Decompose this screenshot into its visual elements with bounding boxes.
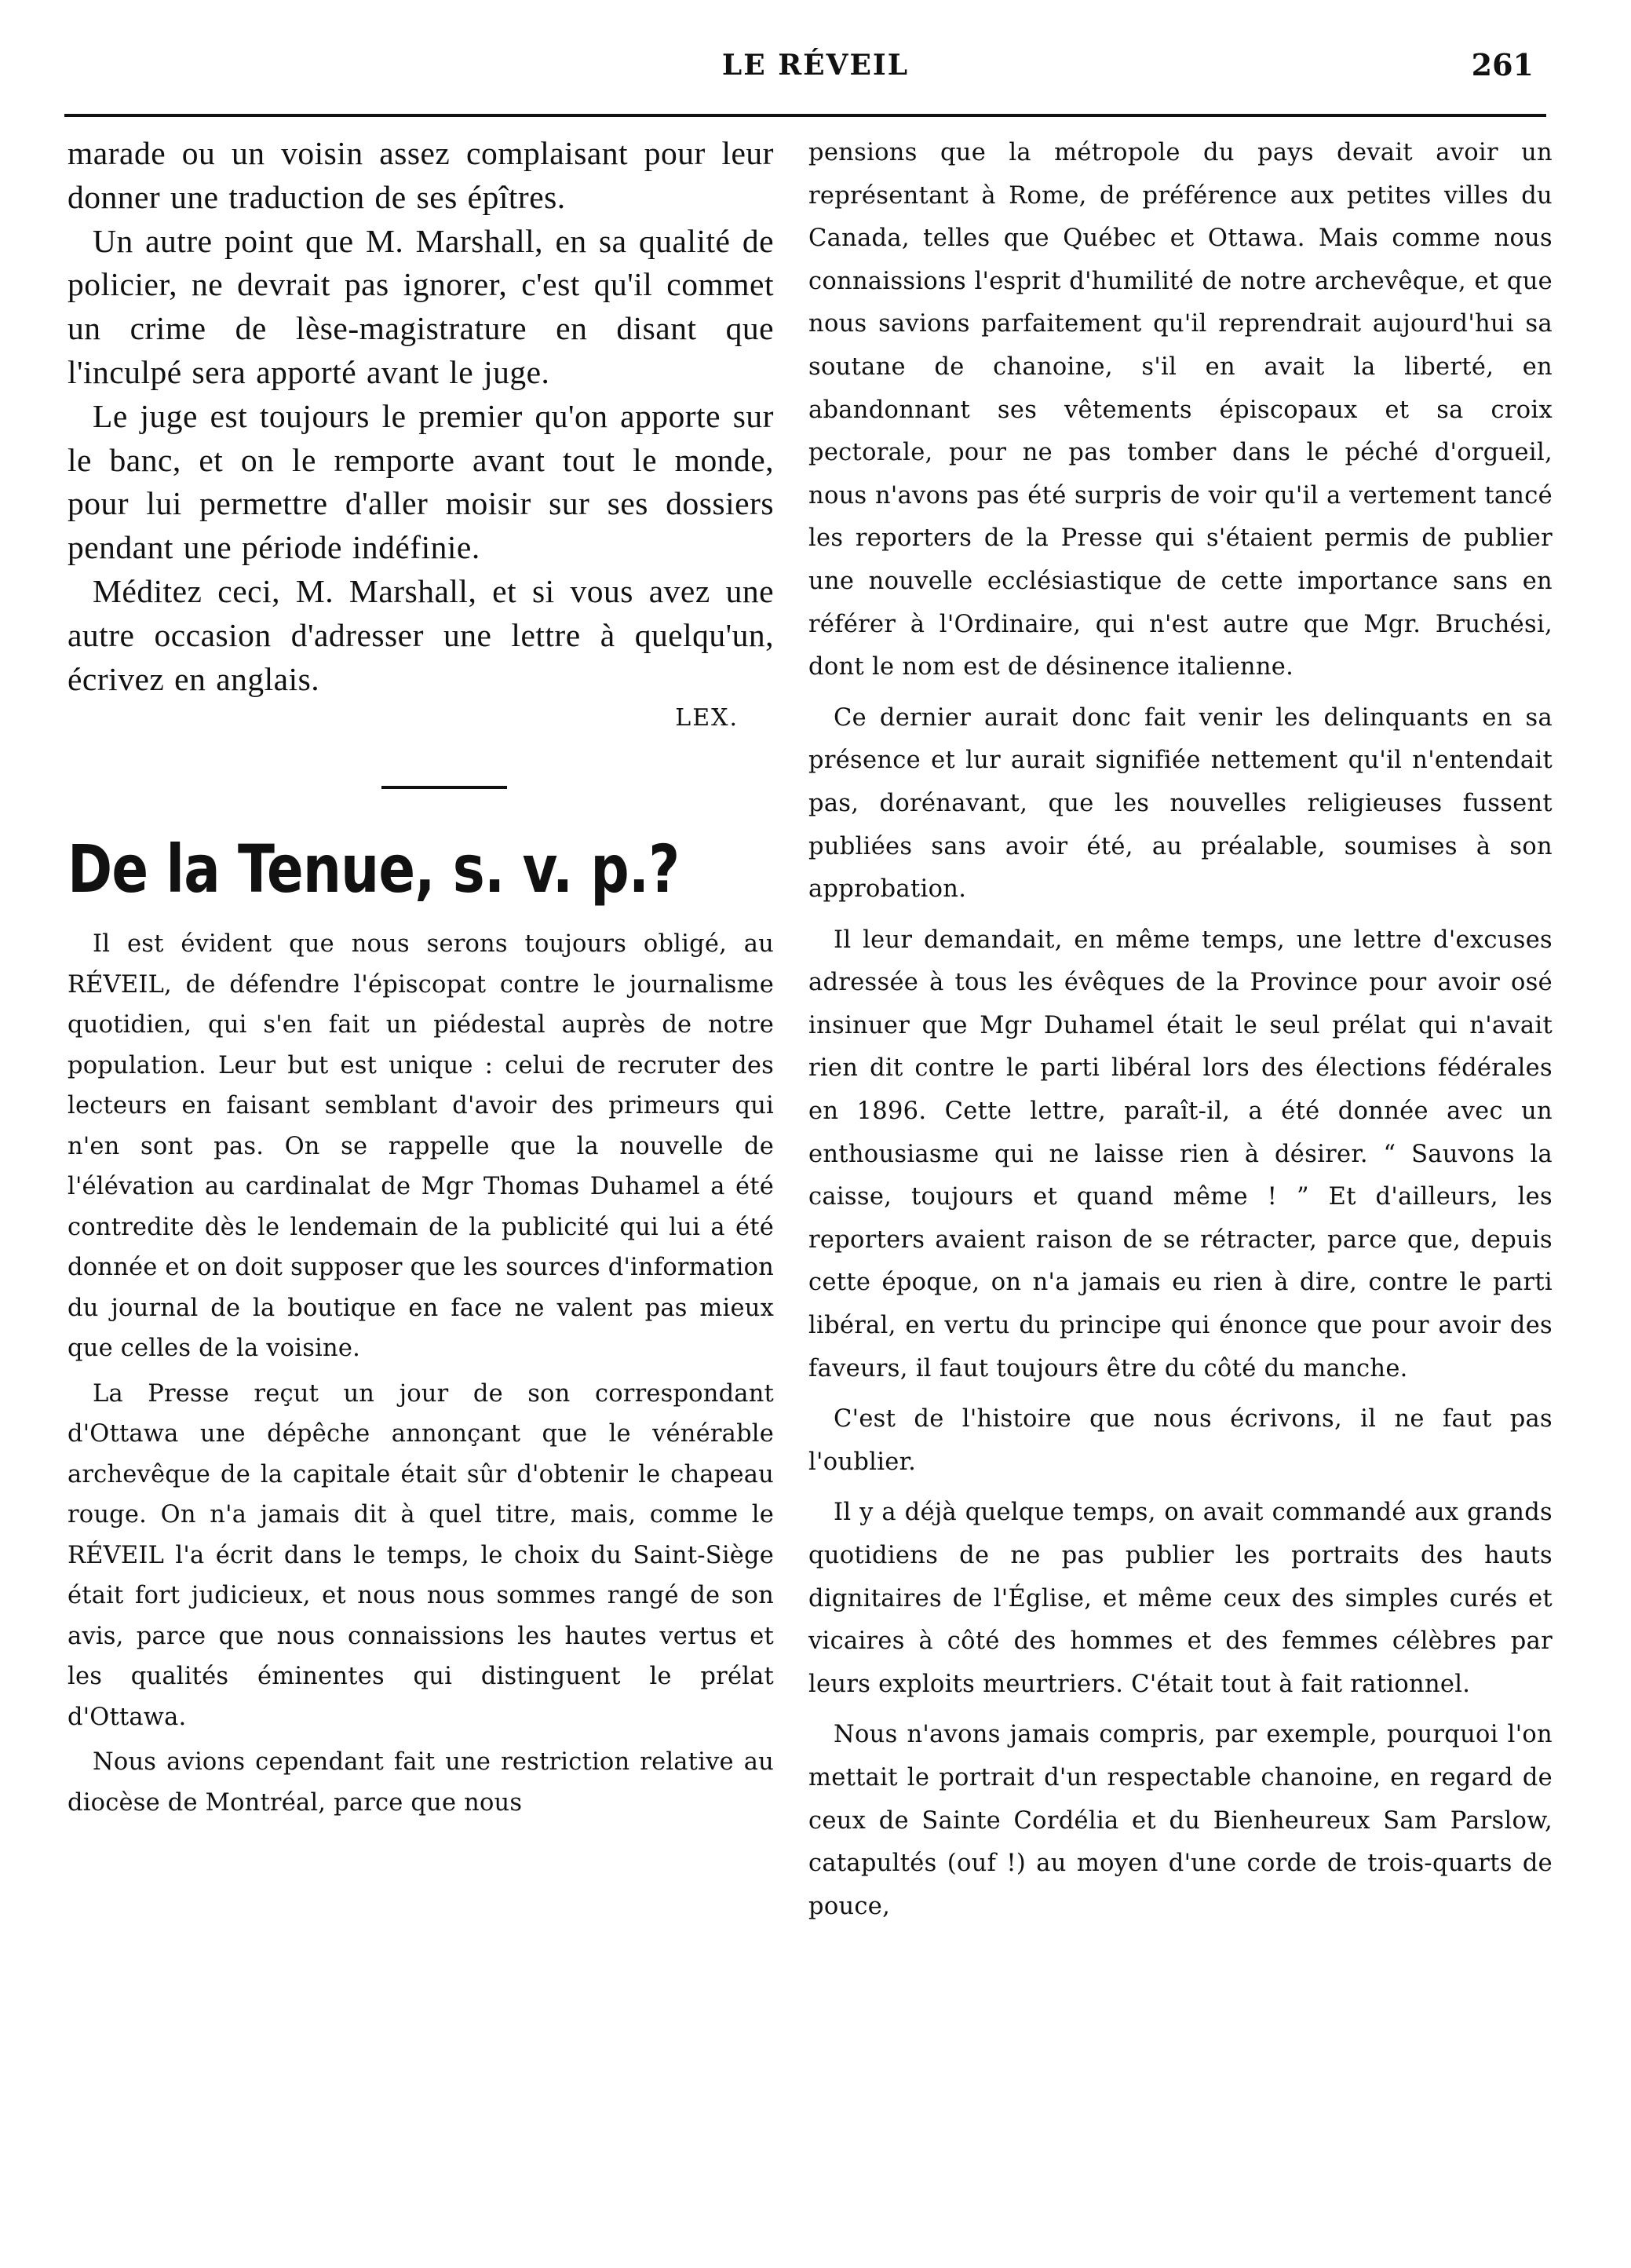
running-title: LE RÉVEIL xyxy=(721,49,910,82)
article-paragraph: Ce dernier aurait donc fait venir les delinquants en sa présence et lur aurait signifiée nettement qu'il n'entendait pas, dorénavant, que les nouvelles religieuses fussent publiées sans avoir été, au préalable, soumises à son approbation. xyxy=(808,703,1553,904)
right-column xyxy=(808,132,1553,1928)
signature: LEX. xyxy=(675,704,739,732)
lex-paragraph: Méditez ceci, M. Marshall, et si vous avez une autre occasion d'adresser une lettre à quelqu'un, écrivez en anglais. xyxy=(68,572,774,697)
lex-paragraph: Un autre point que M. Marshall, en sa qualité de policier, ne devrait pas ignorer, c'est qu'il commet un crime de lèse-magistrature en disant que l'inculpé sera apporté avant le juge. xyxy=(68,222,774,390)
article-paragraph: Nous n'avons jamais compris, par exemple, pourquoi l'on mettait le portrait d'un respectable chanoine, en regard de ceux de Sainte Cordélia et du Bienheureux Sam Parslow, catapultés (ouf !) au moyen d'une corde de trois-quarts de pouce, xyxy=(808,1721,1553,1920)
article-paragraph: C'est de l'histoire que nous écrivons, il ne faut pas l'oublier. xyxy=(808,1405,1553,1476)
article-paragraph: La Presse reçut un jour de son correspondant d'Ottawa une dépêche annonçant que le vénérable archevêque de la capitale était sûr d'obtenir le chapeau rouge. On n'a jamais dit à quel titre, mais, comme le RÉVEIL l'a écrit dans le temps, le choix du Saint-Siège était fort judicieux, et nous nous sommes rangé de son avis, parce que nous connaissions les hautes vertus et les qualités éminentes qui distinguent le prélat d'Ottawa. xyxy=(68,1379,774,1731)
page-number: 261 xyxy=(1471,47,1534,82)
left-column xyxy=(68,132,774,1823)
article-paragraph: Il leur demandait, en même temps, une lettre d'excuses adressée à tous les évêques de la Province pour avoir osé insinuer que Mgr Duhamel était le seul prélat qui n'avait rien dit contre le parti libéral lors des élections fédérales en 1896. Cette lettre, paraît-il, a été donnée avec un enthousiasme qui ne laisse rien à désirer. “ Sauvons la caisse, toujours et quand même ! ” Et d'ailleurs, les reporters avaient raison de se rétracter, parce que, depuis cette époque, on n'a jamais eu rien à dire, contre le parti libéral, en vertu du principe qui énonce que pour avoir des faveurs, il faut toujours être du côté du manche. xyxy=(808,926,1553,1382)
lex-paragraph: Le juge est toujours le premier qu'on apporte sur le banc, et on le remporte avant tout le monde, pour lui permettre d'aller moisir sur ses dossiers pendant une période indéfinie. xyxy=(68,397,774,566)
article-paragraph: Il y a déjà quelque temps, on avait commandé aux grands quotidiens de ne pas publier les portraits des hauts dignitaires de l'Église, et même ceux des simples curés et vicaires à côté des hommes et des femmes célèbres par leurs exploits meurtriers. C'était tout à fait rationnel. xyxy=(808,1499,1553,1698)
article-paragraph: pensions que la métropole du pays devait avoir un représentant à Rome, de préférence aux petites villes du Canada, telles que Québec et Ottawa. Mais comme nous connaissions l'esprit d'humilité de notre archevêque, et que nous savions parfaitement qu'il reprendrait aujourd'hui sa soutane de chanoine, s'il en avait la liberté, en abandonnant ses vêtements épiscopaux et sa croix pectorale, pour ne pas tomber dans le péché d'orgueil, nous n'avons pas été surpris de voir qu'il a vertement tancé les reporters de la Presse qui s'étaient permis de publier une nouvelle ecclésiastique de cette importance sans en référer à l'Ordinaire, qui n'est autre que Mgr. Bruchési, dont le nom est de désinence italienne. xyxy=(808,139,1553,681)
article-paragraph: Nous avions cependant fait une restriction relative au diocèse de Montréal, parce que nous xyxy=(68,1748,774,1817)
header-rule xyxy=(64,114,1546,117)
article-headline: De la Tenue, s. v. p.? xyxy=(68,831,680,908)
lex-paragraph: marade ou un voisin assez complaisant pour leur donner une traduction de ses épîtres. xyxy=(68,135,774,215)
section-divider xyxy=(381,786,507,789)
article-paragraph: Il est évident que nous serons toujours obligé, au RÉVEIL, de défendre l'épiscopat contre le journalisme quotidien, qui s'en fait un piédestal auprès de notre population. Leur but est unique : celui de recruter des lecteurs en faisant semblant d'avoir des primeurs qui n'en sont pas. On se rappelle que la nouvelle de l'élévation au cardinalat de Mgr Thomas Duhamel a été contredite dès le lendemain de la publicité qui lui a été donnée et on doit supposer que les sources d'information du journal de la boutique en face ne valent pas mieux que celles de la voisine. xyxy=(68,930,774,1363)
